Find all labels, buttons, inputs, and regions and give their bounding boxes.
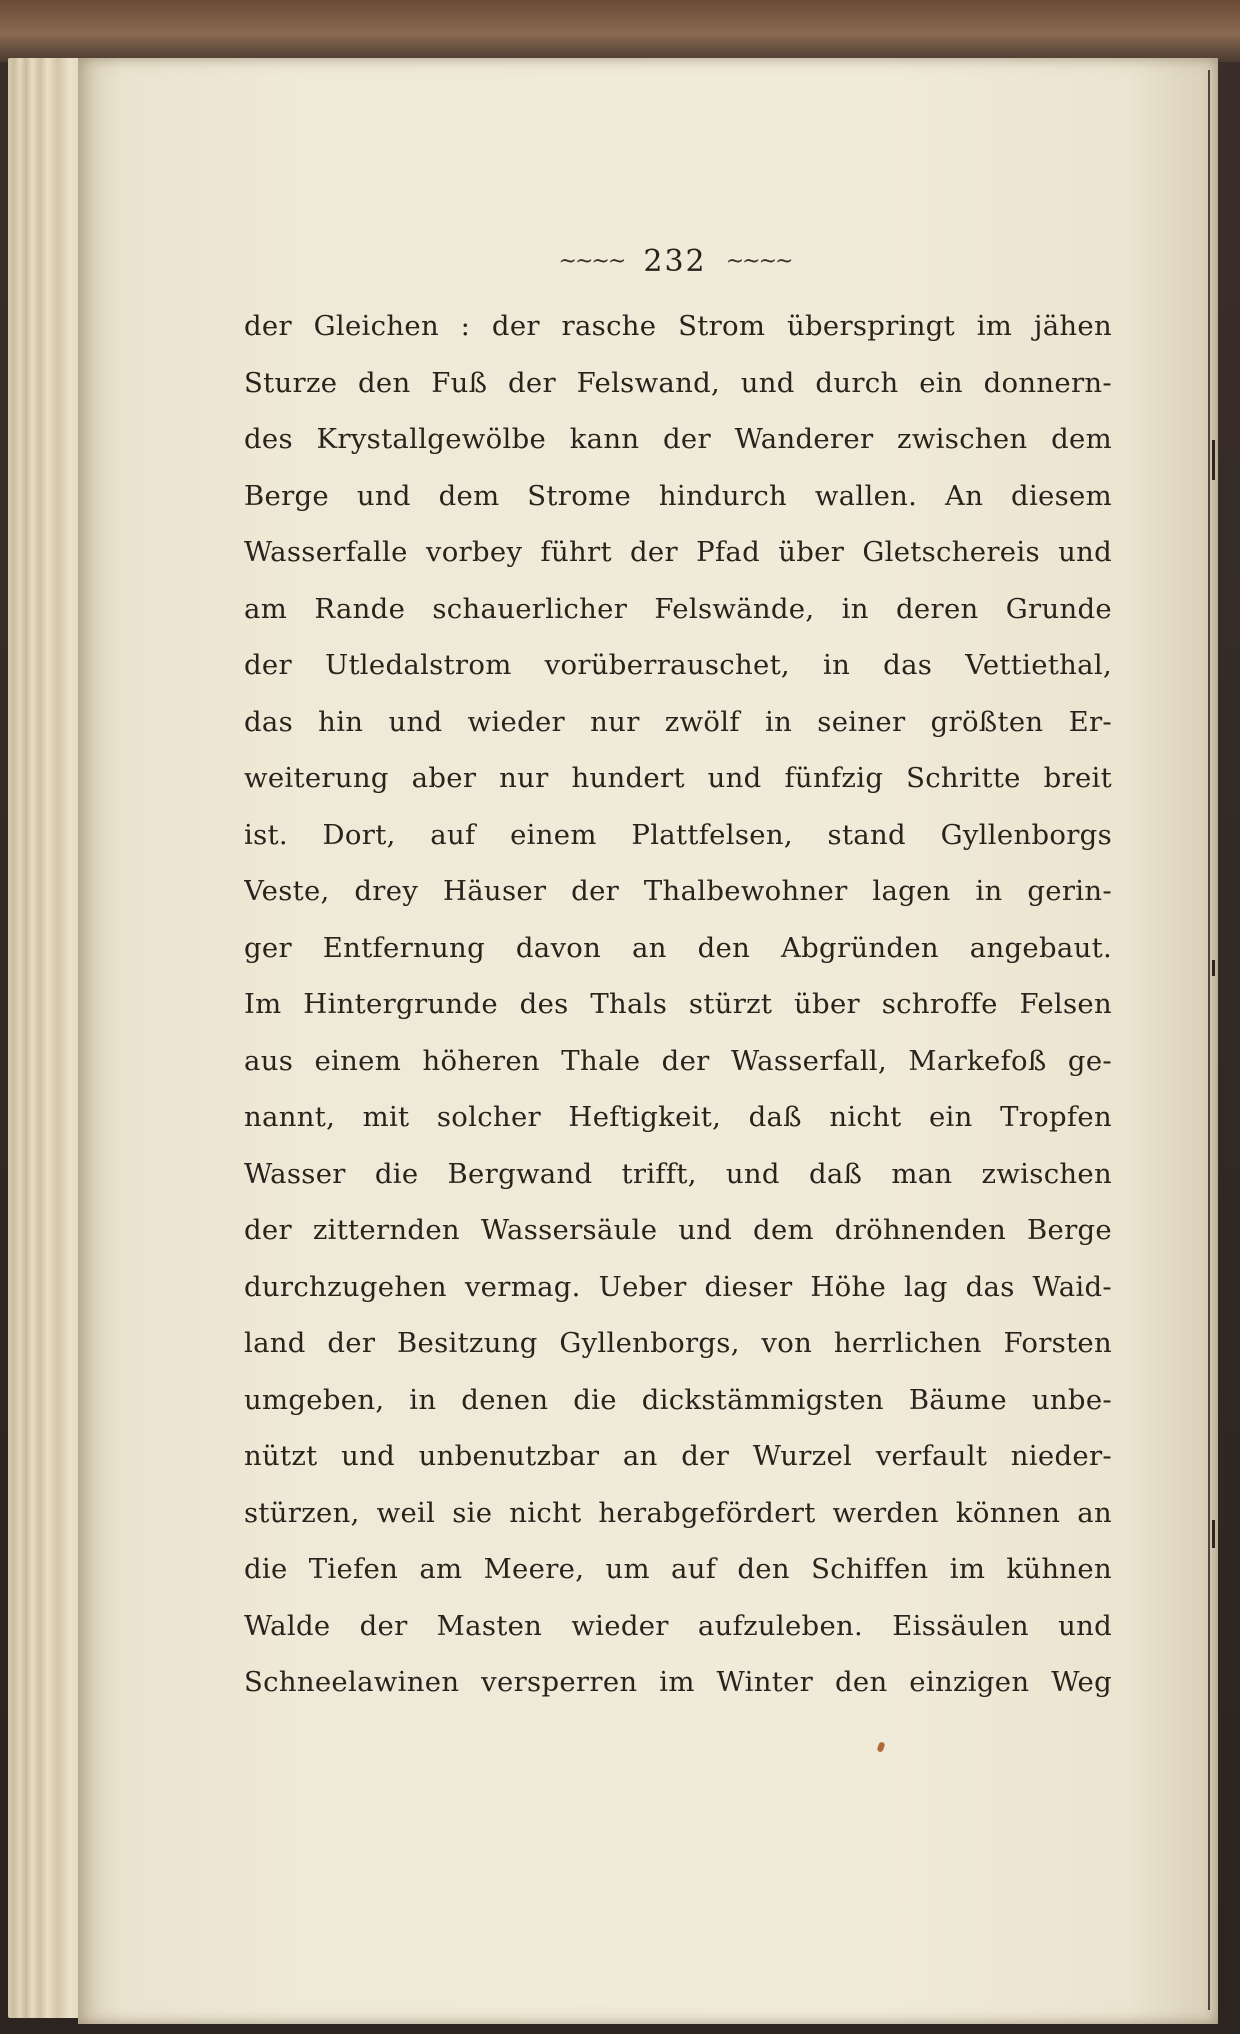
text-line: der zitternden Wassersäule und dem dröhnenden Berge — [244, 1214, 1112, 1246]
text-line: ist. Dort, auf einem Plattfelsen, stand Gyllenborgs — [244, 818, 1112, 851]
text-line: Sturze den Fuß der Felswand, und durch ein donnern- — [244, 366, 1112, 399]
header-flourish-right: ~~~~ — [725, 249, 792, 274]
text-line: land der Besitzung Gyllenborgs, von herrlichen Forsten — [244, 1327, 1112, 1359]
text-line: das hin und wieder nur zwölf in seiner größten Er- — [244, 705, 1112, 738]
text-line: Schneelawinen versperren im Winter den einzigen Weg — [244, 1666, 1112, 1698]
text-line: des Krystallgewölbe kann der Wanderer zwischen dem — [244, 423, 1112, 455]
margin-mark — [1212, 440, 1215, 480]
text-line: Walde der Masten wieder aufzuleben. Eissäulen und — [244, 1609, 1112, 1642]
text-line: Veste, drey Häuser der Thalbewohner lagen in gerin- — [244, 875, 1112, 907]
text-line: Im Hintergrunde des Thals stürzt über schroffe Felsen — [244, 988, 1112, 1020]
body-text — [244, 298, 1112, 1711]
margin-mark — [1212, 960, 1215, 976]
text-line: umgeben, in denen die dickstämmigsten Bäume unbe- — [244, 1383, 1112, 1416]
text-line: Wasser die Bergwand trifft, und daß man zwischen — [244, 1157, 1112, 1190]
text-line: aus einem höheren Thale der Wasserfall, Markefoß ge- — [244, 1044, 1112, 1077]
text-line: der Utledalstrom vorüberrauschet, in das Vettiethal, — [244, 649, 1112, 681]
text-line: nützt und unbenutzbar an der Wurzel verfault nieder- — [244, 1440, 1112, 1472]
running-header — [240, 244, 1110, 284]
text-line: der Gleichen : der rasche Strom überspringt im jähen — [244, 310, 1112, 342]
text-line: stürzen, weil sie nicht herabgefördert werden können an — [244, 1496, 1112, 1529]
text-line: weiterung aber nur hundert und fünfzig Schritte breit — [244, 762, 1112, 794]
book-cover-edge — [0, 0, 1240, 62]
page-number: 232 — [643, 244, 707, 279]
text-line: nannt, mit solcher Heftigkeit, daß nicht ein Tropfen — [244, 1101, 1112, 1133]
text-line: am Rande schauerlicher Felswände, in deren Grunde — [244, 592, 1112, 625]
text-line: Berge und dem Strome hindurch wallen. An diesem — [244, 479, 1112, 512]
page-edge-line — [1208, 70, 1210, 2010]
header-flourish-left: ~~~~ — [558, 249, 625, 274]
margin-mark — [1212, 1520, 1215, 1548]
text-line: die Tiefen am Meere, um auf den Schiffen im kühnen — [244, 1553, 1112, 1585]
text-line: durchzugehen vermag. Ueber dieser Höhe lag das Waid- — [244, 1270, 1112, 1303]
text-line: ger Entfernung davon an den Abgründen angebaut. — [244, 931, 1112, 964]
text-line: Wasserfalle vorbey führt der Pfad über Gletschereis und — [244, 536, 1112, 568]
